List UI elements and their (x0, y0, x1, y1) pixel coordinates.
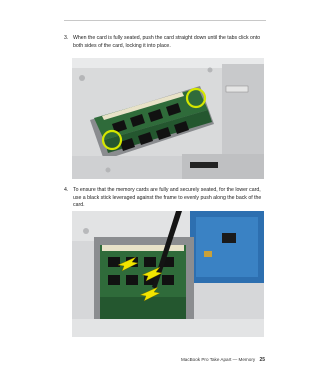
header-rule (64, 20, 266, 21)
page-footer (181, 357, 265, 363)
photo-4-illustration (72, 211, 264, 337)
step-text: When the card is fully seated, push the card straight down until the tabs click onto both sides of the card, locking it into place. (73, 35, 261, 49)
photo-pushing-card (72, 211, 264, 337)
page-number: 25 (259, 357, 265, 363)
photo-3-illustration (72, 58, 264, 179)
footer-title: MacBook Pro Take Apart — Memory (180, 357, 256, 362)
step-number: 3. (64, 35, 69, 41)
step-number: 4. (64, 187, 69, 193)
photo-memory-card-seated (72, 58, 264, 179)
step-text: To ensure that the memory cards are fully and securely seated, for the lower card, use a black stick leveraged against the frame to evenly push along the back of the card. (73, 187, 262, 209)
